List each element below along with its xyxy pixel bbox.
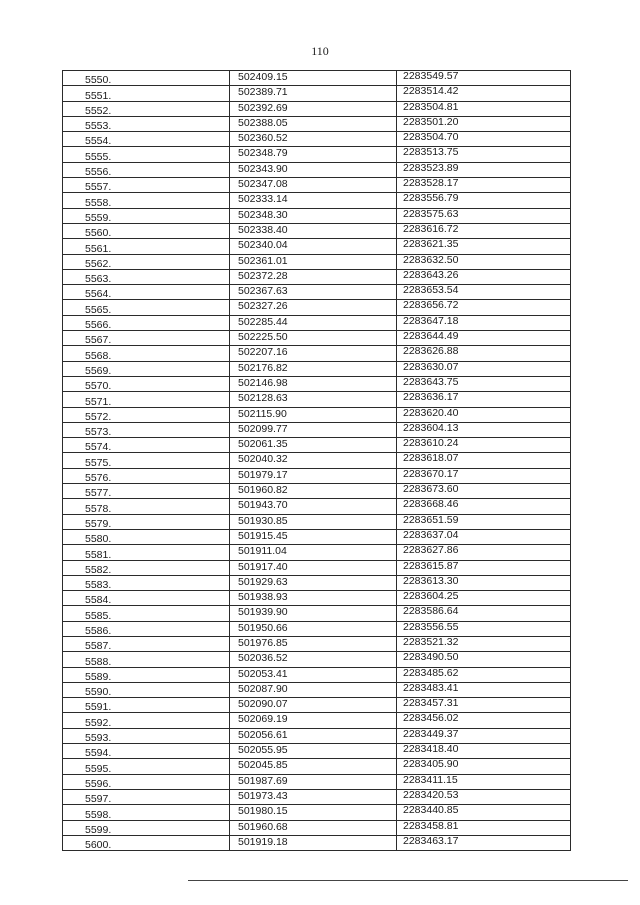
table-row bbox=[63, 407, 571, 422]
point-number-cell: 5590. bbox=[63, 682, 230, 697]
x-coordinate-cell: 502367.63 bbox=[230, 285, 397, 300]
table-row bbox=[63, 223, 571, 238]
y-coordinate-cell: 2283523.89 bbox=[397, 162, 571, 177]
table-row bbox=[63, 346, 571, 361]
point-number-cell: 5581. bbox=[63, 545, 230, 560]
point-number-cell: 5588. bbox=[63, 652, 230, 667]
point-number-cell: 5577. bbox=[63, 484, 230, 499]
point-number-cell: 5564. bbox=[63, 285, 230, 300]
y-coordinate-cell: 2283504.70 bbox=[397, 132, 571, 147]
table-row bbox=[63, 392, 571, 407]
y-coordinate-cell: 2283644.49 bbox=[397, 331, 571, 346]
y-coordinate-cell: 2283670.17 bbox=[397, 468, 571, 483]
y-coordinate-cell: 2283618.07 bbox=[397, 453, 571, 468]
point-number-cell: 5558. bbox=[63, 193, 230, 208]
point-number-cell: 5569. bbox=[63, 361, 230, 376]
table-row bbox=[63, 331, 571, 346]
y-coordinate-cell: 2283549.57 bbox=[397, 71, 571, 86]
x-coordinate-cell: 502348.79 bbox=[230, 147, 397, 162]
x-coordinate-cell: 502087.90 bbox=[230, 682, 397, 697]
y-coordinate-cell: 2283627.86 bbox=[397, 545, 571, 560]
table-row bbox=[63, 484, 571, 499]
point-number-cell: 5568. bbox=[63, 346, 230, 361]
table-row bbox=[63, 713, 571, 728]
table-row bbox=[63, 86, 571, 101]
table-row bbox=[63, 621, 571, 636]
x-coordinate-cell: 501976.85 bbox=[230, 636, 397, 651]
x-coordinate-cell: 502225.50 bbox=[230, 331, 397, 346]
point-number-cell: 5580. bbox=[63, 529, 230, 544]
point-number-cell: 5594. bbox=[63, 744, 230, 759]
point-number-cell: 5561. bbox=[63, 239, 230, 254]
table-row bbox=[63, 239, 571, 254]
x-coordinate-cell: 502340.04 bbox=[230, 239, 397, 254]
y-coordinate-cell: 2283613.30 bbox=[397, 575, 571, 590]
table-row bbox=[63, 453, 571, 468]
y-coordinate-cell: 2283440.85 bbox=[397, 805, 571, 820]
footer-rule bbox=[188, 880, 628, 881]
point-number-cell: 5570. bbox=[63, 376, 230, 391]
x-coordinate-cell: 502392.69 bbox=[230, 101, 397, 116]
table-row bbox=[63, 269, 571, 284]
x-coordinate-cell: 502360.52 bbox=[230, 132, 397, 147]
x-coordinate-cell: 502069.19 bbox=[230, 713, 397, 728]
table-row bbox=[63, 774, 571, 789]
point-number-cell: 5595. bbox=[63, 759, 230, 774]
y-coordinate-cell: 2283449.37 bbox=[397, 728, 571, 743]
point-number-cell: 5557. bbox=[63, 178, 230, 193]
x-coordinate-cell: 502146.98 bbox=[230, 376, 397, 391]
x-coordinate-cell: 501987.69 bbox=[230, 774, 397, 789]
table-row bbox=[63, 132, 571, 147]
table-row bbox=[63, 591, 571, 606]
y-coordinate-cell: 2283457.31 bbox=[397, 698, 571, 713]
table-row bbox=[63, 71, 571, 86]
table-row bbox=[63, 667, 571, 682]
y-coordinate-cell: 2283405.90 bbox=[397, 759, 571, 774]
y-coordinate-cell: 2283586.64 bbox=[397, 606, 571, 621]
point-number-cell: 5562. bbox=[63, 254, 230, 269]
table-row bbox=[63, 514, 571, 529]
table-row bbox=[63, 759, 571, 774]
point-number-cell: 5582. bbox=[63, 560, 230, 575]
y-coordinate-cell: 2283615.87 bbox=[397, 560, 571, 575]
point-number-cell: 5565. bbox=[63, 300, 230, 315]
table-row bbox=[63, 805, 571, 820]
y-coordinate-cell: 2283456.02 bbox=[397, 713, 571, 728]
y-coordinate-cell: 2283575.63 bbox=[397, 208, 571, 223]
y-coordinate-cell: 2283556.55 bbox=[397, 621, 571, 636]
y-coordinate-cell: 2283411.15 bbox=[397, 774, 571, 789]
point-number-cell: 5600. bbox=[63, 835, 230, 850]
x-coordinate-cell: 502115.90 bbox=[230, 407, 397, 422]
x-coordinate-cell: 501939.90 bbox=[230, 606, 397, 621]
x-coordinate-cell: 501979.17 bbox=[230, 468, 397, 483]
point-number-cell: 5550. bbox=[63, 71, 230, 86]
point-number-cell: 5589. bbox=[63, 667, 230, 682]
x-coordinate-cell: 502372.28 bbox=[230, 269, 397, 284]
x-coordinate-cell: 501938.93 bbox=[230, 591, 397, 606]
table-row bbox=[63, 545, 571, 560]
table-row bbox=[63, 178, 571, 193]
y-coordinate-cell: 2283513.75 bbox=[397, 147, 571, 162]
y-coordinate-cell: 2283653.54 bbox=[397, 285, 571, 300]
point-number-cell: 5574. bbox=[63, 438, 230, 453]
point-number-cell: 5593. bbox=[63, 728, 230, 743]
x-coordinate-cell: 502389.71 bbox=[230, 86, 397, 101]
table-row bbox=[63, 101, 571, 116]
point-number-cell: 5599. bbox=[63, 820, 230, 835]
point-number-cell: 5583. bbox=[63, 575, 230, 590]
y-coordinate-cell: 2283610.24 bbox=[397, 438, 571, 453]
y-coordinate-cell: 2283656.72 bbox=[397, 300, 571, 315]
y-coordinate-cell: 2283420.53 bbox=[397, 789, 571, 804]
x-coordinate-cell: 502040.32 bbox=[230, 453, 397, 468]
x-coordinate-cell: 502388.05 bbox=[230, 116, 397, 131]
table-row bbox=[63, 789, 571, 804]
coordinates-table bbox=[62, 70, 571, 851]
point-number-cell: 5571. bbox=[63, 392, 230, 407]
x-coordinate-cell: 501980.15 bbox=[230, 805, 397, 820]
point-number-cell: 5576. bbox=[63, 468, 230, 483]
y-coordinate-cell: 2283485.62 bbox=[397, 667, 571, 682]
x-coordinate-cell: 502285.44 bbox=[230, 315, 397, 330]
point-number-cell: 5587. bbox=[63, 636, 230, 651]
y-coordinate-cell: 2283620.40 bbox=[397, 407, 571, 422]
point-number-cell: 5592. bbox=[63, 713, 230, 728]
table-row bbox=[63, 361, 571, 376]
x-coordinate-cell: 502036.52 bbox=[230, 652, 397, 667]
point-number-cell: 5552. bbox=[63, 101, 230, 116]
x-coordinate-cell: 502090.07 bbox=[230, 698, 397, 713]
x-coordinate-cell: 502061.35 bbox=[230, 438, 397, 453]
y-coordinate-cell: 2283673.60 bbox=[397, 484, 571, 499]
y-coordinate-cell: 2283643.75 bbox=[397, 376, 571, 391]
coordinates-table-body bbox=[63, 71, 571, 851]
table-row bbox=[63, 698, 571, 713]
table-row bbox=[63, 499, 571, 514]
y-coordinate-cell: 2283668.46 bbox=[397, 499, 571, 514]
point-number-cell: 5566. bbox=[63, 315, 230, 330]
table-row bbox=[63, 315, 571, 330]
y-coordinate-cell: 2283616.72 bbox=[397, 223, 571, 238]
table-row bbox=[63, 652, 571, 667]
x-coordinate-cell: 502361.01 bbox=[230, 254, 397, 269]
y-coordinate-cell: 2283501.20 bbox=[397, 116, 571, 131]
table-row bbox=[63, 376, 571, 391]
table-row bbox=[63, 147, 571, 162]
point-number-cell: 5579. bbox=[63, 514, 230, 529]
y-coordinate-cell: 2283636.17 bbox=[397, 392, 571, 407]
table-row bbox=[63, 820, 571, 835]
y-coordinate-cell: 2283604.13 bbox=[397, 422, 571, 437]
y-coordinate-cell: 2283647.18 bbox=[397, 315, 571, 330]
y-coordinate-cell: 2283632.50 bbox=[397, 254, 571, 269]
table-row bbox=[63, 575, 571, 590]
page-number: 110 bbox=[311, 44, 329, 58]
x-coordinate-cell: 502207.16 bbox=[230, 346, 397, 361]
table-row bbox=[63, 468, 571, 483]
table-row bbox=[63, 835, 571, 850]
point-number-cell: 5559. bbox=[63, 208, 230, 223]
y-coordinate-cell: 2283463.17 bbox=[397, 835, 571, 850]
y-coordinate-cell: 2283621.35 bbox=[397, 239, 571, 254]
point-number-cell: 5586. bbox=[63, 621, 230, 636]
x-coordinate-cell: 502055.95 bbox=[230, 744, 397, 759]
table-row bbox=[63, 208, 571, 223]
x-coordinate-cell: 502128.63 bbox=[230, 392, 397, 407]
y-coordinate-cell: 2283483.41 bbox=[397, 682, 571, 697]
x-coordinate-cell: 502099.77 bbox=[230, 422, 397, 437]
y-coordinate-cell: 2283556.79 bbox=[397, 193, 571, 208]
y-coordinate-cell: 2283637.04 bbox=[397, 529, 571, 544]
y-coordinate-cell: 2283458.81 bbox=[397, 820, 571, 835]
point-number-cell: 5598. bbox=[63, 805, 230, 820]
table-row bbox=[63, 254, 571, 269]
x-coordinate-cell: 502053.41 bbox=[230, 667, 397, 682]
x-coordinate-cell: 501917.40 bbox=[230, 560, 397, 575]
point-number-cell: 5553. bbox=[63, 116, 230, 131]
x-coordinate-cell: 501943.70 bbox=[230, 499, 397, 514]
point-number-cell: 5584. bbox=[63, 591, 230, 606]
point-number-cell: 5596. bbox=[63, 774, 230, 789]
point-number-cell: 5560. bbox=[63, 223, 230, 238]
table-row bbox=[63, 438, 571, 453]
x-coordinate-cell: 501950.66 bbox=[230, 621, 397, 636]
point-number-cell: 5597. bbox=[63, 789, 230, 804]
table-row bbox=[63, 422, 571, 437]
x-coordinate-cell: 502327.26 bbox=[230, 300, 397, 315]
point-number-cell: 5591. bbox=[63, 698, 230, 713]
x-coordinate-cell: 501915.45 bbox=[230, 529, 397, 544]
x-coordinate-cell: 502343.90 bbox=[230, 162, 397, 177]
table-row bbox=[63, 193, 571, 208]
y-coordinate-cell: 2283643.26 bbox=[397, 269, 571, 284]
point-number-cell: 5572. bbox=[63, 407, 230, 422]
table-row bbox=[63, 728, 571, 743]
table-row bbox=[63, 529, 571, 544]
point-number-cell: 5556. bbox=[63, 162, 230, 177]
table-row bbox=[63, 682, 571, 697]
point-number-cell: 5551. bbox=[63, 86, 230, 101]
x-coordinate-cell: 501919.18 bbox=[230, 835, 397, 850]
x-coordinate-cell: 501960.68 bbox=[230, 820, 397, 835]
y-coordinate-cell: 2283504.81 bbox=[397, 101, 571, 116]
x-coordinate-cell: 501973.43 bbox=[230, 789, 397, 804]
y-coordinate-cell: 2283626.88 bbox=[397, 346, 571, 361]
y-coordinate-cell: 2283490.50 bbox=[397, 652, 571, 667]
point-number-cell: 5554. bbox=[63, 132, 230, 147]
x-coordinate-cell: 501911.04 bbox=[230, 545, 397, 560]
x-coordinate-cell: 502333.14 bbox=[230, 193, 397, 208]
y-coordinate-cell: 2283528.17 bbox=[397, 178, 571, 193]
table-row bbox=[63, 560, 571, 575]
x-coordinate-cell: 502176.82 bbox=[230, 361, 397, 376]
table-row bbox=[63, 636, 571, 651]
x-coordinate-cell: 501930.85 bbox=[230, 514, 397, 529]
table-row bbox=[63, 116, 571, 131]
x-coordinate-cell: 501929.63 bbox=[230, 575, 397, 590]
x-coordinate-cell: 502348.30 bbox=[230, 208, 397, 223]
x-coordinate-cell: 501960.82 bbox=[230, 484, 397, 499]
point-number-cell: 5585. bbox=[63, 606, 230, 621]
point-number-cell: 5575. bbox=[63, 453, 230, 468]
point-number-cell: 5578. bbox=[63, 499, 230, 514]
point-number-cell: 5563. bbox=[63, 269, 230, 284]
table-row bbox=[63, 744, 571, 759]
x-coordinate-cell: 502347.08 bbox=[230, 178, 397, 193]
x-coordinate-cell: 502409.15 bbox=[230, 71, 397, 86]
point-number-cell: 5555. bbox=[63, 147, 230, 162]
y-coordinate-cell: 2283418.40 bbox=[397, 744, 571, 759]
y-coordinate-cell: 2283521.32 bbox=[397, 636, 571, 651]
y-coordinate-cell: 2283651.59 bbox=[397, 514, 571, 529]
table-row bbox=[63, 300, 571, 315]
point-number-cell: 5567. bbox=[63, 331, 230, 346]
point-number-cell: 5573. bbox=[63, 422, 230, 437]
y-coordinate-cell: 2283514.42 bbox=[397, 86, 571, 101]
y-coordinate-cell: 2283630.07 bbox=[397, 361, 571, 376]
x-coordinate-cell: 502045.85 bbox=[230, 759, 397, 774]
table-row bbox=[63, 606, 571, 621]
table-row bbox=[63, 285, 571, 300]
x-coordinate-cell: 502056.61 bbox=[230, 728, 397, 743]
y-coordinate-cell: 2283604.25 bbox=[397, 591, 571, 606]
table-row bbox=[63, 162, 571, 177]
x-coordinate-cell: 502338.40 bbox=[230, 223, 397, 238]
